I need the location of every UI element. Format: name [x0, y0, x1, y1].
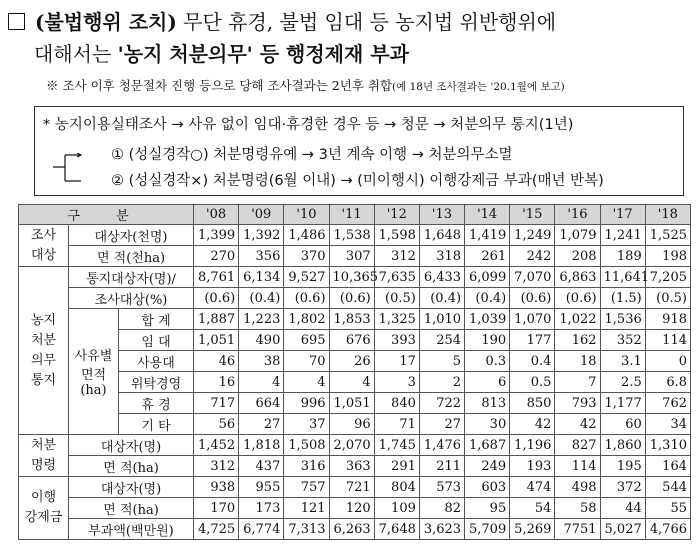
table-cell: 1,196 [510, 435, 555, 456]
table-cell: 27 [239, 414, 284, 435]
table-cell: 6,099 [465, 267, 510, 288]
group-label-survey: 조사 대상 [19, 225, 69, 267]
table-cell: 1,536 [600, 309, 645, 330]
table-cell: 722 [419, 393, 464, 414]
table-cell: 198 [645, 246, 690, 267]
table-cell: 938 [194, 477, 239, 498]
table-cell: 190 [465, 330, 510, 351]
table-cell: 4,725 [194, 519, 239, 540]
table-cell: 9,527 [284, 267, 329, 288]
table-cell: 717 [194, 393, 239, 414]
table-cell: 1,079 [555, 225, 600, 246]
table-cell: (0.6) [510, 288, 555, 309]
table-cell: 173 [239, 498, 284, 519]
table-cell: 211 [419, 456, 464, 477]
table-cell: (0.4) [239, 288, 284, 309]
table-cell: 114 [555, 456, 600, 477]
table-cell: 4,766 [645, 519, 690, 540]
table-header-row [19, 205, 691, 225]
table-cell: 1,070 [510, 309, 555, 330]
table-cell: 7,635 [374, 267, 419, 288]
table-cell: 804 [374, 477, 419, 498]
table-cell: 0.4 [510, 351, 555, 372]
table-cell: 1,525 [645, 225, 690, 246]
table-cell: 60 [600, 414, 645, 435]
table-cell: 996 [284, 393, 329, 414]
table-cell: 918 [645, 309, 690, 330]
table-cell: 498 [555, 477, 600, 498]
flow-line-1: * 농지이용실태조사 → 사유 없이 임대·휴경한 경우 등 → 청문 → 처분의무 통지(1년) [43, 117, 574, 133]
table-cell: 0.5 [510, 372, 555, 393]
header-year: '13 [419, 205, 464, 225]
table-cell: 114 [645, 330, 690, 351]
table-cell: 6,263 [329, 519, 374, 540]
table-cell: 544 [645, 477, 690, 498]
table-cell: 603 [465, 477, 510, 498]
table-cell: 109 [374, 498, 419, 519]
table-cell: 0.3 [465, 351, 510, 372]
table-cell: 42 [510, 414, 555, 435]
table-cell: 195 [600, 456, 645, 477]
table-cell: 0 [645, 351, 690, 372]
row-label: 대상자(명) [69, 477, 194, 498]
table-cell: 70 [284, 351, 329, 372]
table-cell: 695 [284, 330, 329, 351]
table-cell: 813 [465, 393, 510, 414]
table-cell: 1,887 [194, 309, 239, 330]
table-cell: 370 [284, 246, 329, 267]
table-row [19, 498, 691, 519]
table-row [19, 414, 691, 435]
table-row [19, 267, 691, 288]
table-cell: 7751 [555, 519, 600, 540]
header-year: '14 [465, 205, 510, 225]
table-cell: 3.1 [600, 351, 645, 372]
table-row [19, 456, 691, 477]
process-flow-box [34, 106, 684, 196]
table-cell: 170 [194, 498, 239, 519]
header-year: '15 [510, 205, 555, 225]
table-cell: 312 [374, 246, 419, 267]
table-cell: 1,853 [329, 309, 374, 330]
table-cell: (0.6) [284, 288, 329, 309]
table-cell: (0.6) [329, 288, 374, 309]
table-cell: 17 [374, 351, 419, 372]
header-year: '12 [374, 205, 419, 225]
row-label: 휴 경 [119, 393, 194, 414]
row-label: 합 계 [119, 309, 194, 330]
table-cell: 95 [465, 498, 510, 519]
table-cell: 34 [645, 414, 690, 435]
row-label: 면 적(ha) [69, 498, 194, 519]
table-row [19, 435, 691, 456]
row-label: 조사대상(%) [69, 288, 194, 309]
table-cell: 120 [329, 498, 374, 519]
table-cell: 573 [419, 477, 464, 498]
row-label: 위탁경영 [119, 372, 194, 393]
table-cell: 1,598 [374, 225, 419, 246]
row-label: 통지대상자(명)/ [69, 267, 194, 288]
table-cell: 437 [239, 456, 284, 477]
table-cell: 71 [374, 414, 419, 435]
table-cell: 393 [374, 330, 419, 351]
table-cell: 1,802 [284, 309, 329, 330]
table-cell: 762 [645, 393, 690, 414]
table-cell: (1.5) [600, 288, 645, 309]
table-cell: 721 [329, 477, 374, 498]
table-cell: 1,648 [419, 225, 464, 246]
table-cell: 38 [239, 351, 284, 372]
table-cell: 270 [194, 246, 239, 267]
table-cell: 46 [194, 351, 239, 372]
table-cell: 5,027 [600, 519, 645, 540]
header-year: '18 [645, 205, 690, 225]
statistics-table [18, 204, 691, 540]
row-label: 기 타 [119, 414, 194, 435]
table-cell: 7,205 [645, 267, 690, 288]
table-cell: 850 [510, 393, 555, 414]
table-cell: 356 [239, 246, 284, 267]
table-cell: 11,641 [600, 267, 645, 288]
table-row [19, 330, 691, 351]
table-cell: 1,818 [239, 435, 284, 456]
table-cell: (0.4) [419, 288, 464, 309]
heading-line2-bold: '농지 처분의무' 등 행정제재 부과 [117, 42, 409, 66]
table-cell: 55 [645, 498, 690, 519]
table-cell: 6,863 [555, 267, 600, 288]
header-year: '16 [555, 205, 600, 225]
table-cell: 1,223 [239, 309, 284, 330]
table-cell: 291 [374, 456, 419, 477]
row-label: 대상자(명) [69, 435, 194, 456]
row-label: 면 적(천ha) [69, 246, 194, 267]
table-cell: 5 [419, 351, 464, 372]
table-cell: 1,745 [374, 435, 419, 456]
table-cell: 121 [284, 498, 329, 519]
table-cell: 1,310 [645, 435, 690, 456]
table-row [19, 351, 691, 372]
table-cell: (0.6) [555, 288, 600, 309]
table-cell: 5,269 [510, 519, 555, 540]
table-cell: 6.8 [645, 372, 690, 393]
table-cell: 4 [239, 372, 284, 393]
table-cell: 26 [329, 351, 374, 372]
section-heading-line2 [34, 38, 409, 67]
table-cell: 1,039 [465, 309, 510, 330]
subgroup-label-reason: 사유별 면적 (ha) [69, 309, 119, 435]
table-cell: 312 [194, 456, 239, 477]
table-cell: 2.5 [600, 372, 645, 393]
table-cell: 16 [194, 372, 239, 393]
table-cell: 1,051 [329, 393, 374, 414]
table-cell: 1,249 [510, 225, 555, 246]
table-row [19, 246, 691, 267]
table-cell: 1,399 [194, 225, 239, 246]
table-cell: 474 [510, 477, 555, 498]
footnote-text: ※ 조사 이후 청문절차 진행 등으로 당해 조사결과는 2년후 취합 [46, 78, 393, 93]
footnote-small: (예 18년 조사결과는 '20.1월에 보고) [392, 81, 565, 93]
branch-arrow-icon [51, 153, 85, 183]
header-year: '10 [284, 205, 329, 225]
table-row [19, 372, 691, 393]
table-cell: 4 [329, 372, 374, 393]
table-cell: 37 [284, 414, 329, 435]
table-cell: 955 [239, 477, 284, 498]
table-cell: 4 [284, 372, 329, 393]
group-label-penalty: 이행 강제금 [19, 477, 69, 540]
table-cell: 189 [600, 246, 645, 267]
table-cell: 1,010 [419, 309, 464, 330]
table-cell: 6,774 [239, 519, 284, 540]
table-cell: 249 [465, 456, 510, 477]
group-label-order: 처분 명령 [19, 435, 69, 477]
table-cell: 7 [555, 372, 600, 393]
table-cell: 664 [239, 393, 284, 414]
table-cell: 193 [510, 456, 555, 477]
table-cell: 1,538 [329, 225, 374, 246]
table-cell: 2,070 [329, 435, 374, 456]
table-cell: 254 [419, 330, 464, 351]
flow-line-3: ② (성실경작×) 처분명령(6월 이내) → (미이행시) 이행강제금 부과(매년 반복) [111, 173, 604, 189]
table-cell: 1,860 [600, 435, 645, 456]
heading-line2-prefix: 대해서는 [34, 42, 118, 66]
table-cell: 6,134 [239, 267, 284, 288]
table-cell: 54 [510, 498, 555, 519]
table-cell: 827 [555, 435, 600, 456]
table-cell: 18 [555, 351, 600, 372]
table-cell: (0.5) [374, 288, 419, 309]
heading-bold-label: (불법행위 조치) [35, 10, 177, 34]
table-cell: 242 [510, 246, 555, 267]
table-cell: 1,452 [194, 435, 239, 456]
table-row [19, 519, 691, 540]
header-year: '11 [329, 205, 374, 225]
group-label-notice: 농지 처분 의무 통지 [19, 267, 69, 435]
table-cell: 7,070 [510, 267, 555, 288]
table-cell: 5,709 [465, 519, 510, 540]
table-cell: 7,313 [284, 519, 329, 540]
table-cell: (0.5) [645, 288, 690, 309]
table-row [19, 393, 691, 414]
table-cell: 10,365 [329, 267, 374, 288]
table-cell: 1,051 [194, 330, 239, 351]
table-cell: 82 [419, 498, 464, 519]
flow-line-2: ① (성실경작○) 처분명령유예 → 3년 계속 이행 → 처분의무소멸 [111, 147, 513, 163]
table-cell: 793 [555, 393, 600, 414]
table-cell: 58 [555, 498, 600, 519]
table-cell: 177 [510, 330, 555, 351]
table-cell: 1,392 [239, 225, 284, 246]
table-cell: 96 [329, 414, 374, 435]
table-cell: 1,419 [465, 225, 510, 246]
table-cell: (0.4) [465, 288, 510, 309]
table-cell: 164 [645, 456, 690, 477]
table-cell: 208 [555, 246, 600, 267]
table-cell: 261 [465, 246, 510, 267]
header-year: '08 [194, 205, 239, 225]
header-year: '09 [239, 205, 284, 225]
table-cell: 840 [374, 393, 419, 414]
table-cell: 6 [465, 372, 510, 393]
table-cell: 44 [600, 498, 645, 519]
row-label: 면 적(ha) [69, 456, 194, 477]
row-label: 사용대 [119, 351, 194, 372]
table-cell: 6,433 [419, 267, 464, 288]
table-row [19, 477, 691, 498]
table-cell: 3 [374, 372, 419, 393]
header-category: 구 분 [19, 205, 194, 225]
table-cell: 162 [555, 330, 600, 351]
checkbox-square-icon [8, 13, 25, 30]
table-cell: 363 [329, 456, 374, 477]
table-cell: 1,508 [284, 435, 329, 456]
table-cell: 1,687 [465, 435, 510, 456]
table-row [19, 225, 691, 246]
table-cell: 30 [465, 414, 510, 435]
footnote [46, 76, 565, 94]
table-cell: 757 [284, 477, 329, 498]
header-year: '17 [600, 205, 645, 225]
table-cell: 56 [194, 414, 239, 435]
table-cell: 27 [419, 414, 464, 435]
table-cell: 42 [555, 414, 600, 435]
table-cell: 8,761 [194, 267, 239, 288]
table-cell: 1,177 [600, 393, 645, 414]
row-label: 부과액(백만원) [69, 519, 194, 540]
table-cell: 1,476 [419, 435, 464, 456]
table-cell: 1,022 [555, 309, 600, 330]
table-row [19, 309, 691, 330]
table-cell: 316 [284, 456, 329, 477]
table-cell: 676 [329, 330, 374, 351]
table-cell: (0.6) [194, 288, 239, 309]
table-cell: 372 [600, 477, 645, 498]
table-cell: 352 [600, 330, 645, 351]
heading-rest: 무단 휴경, 불법 임대 등 농지법 위반행위에 [176, 10, 557, 34]
row-label: 대상자(천명) [69, 225, 194, 246]
table-cell: 1,486 [284, 225, 329, 246]
table-cell: 2 [419, 372, 464, 393]
table-cell: 490 [239, 330, 284, 351]
table-row [19, 288, 691, 309]
table-cell: 318 [419, 246, 464, 267]
section-heading-line1 [8, 6, 556, 35]
table-cell: 3,623 [419, 519, 464, 540]
table-cell: 7,648 [374, 519, 419, 540]
table-cell: 307 [329, 246, 374, 267]
table-cell: 1,241 [600, 225, 645, 246]
row-label: 임 대 [119, 330, 194, 351]
table-cell: 1,325 [374, 309, 419, 330]
